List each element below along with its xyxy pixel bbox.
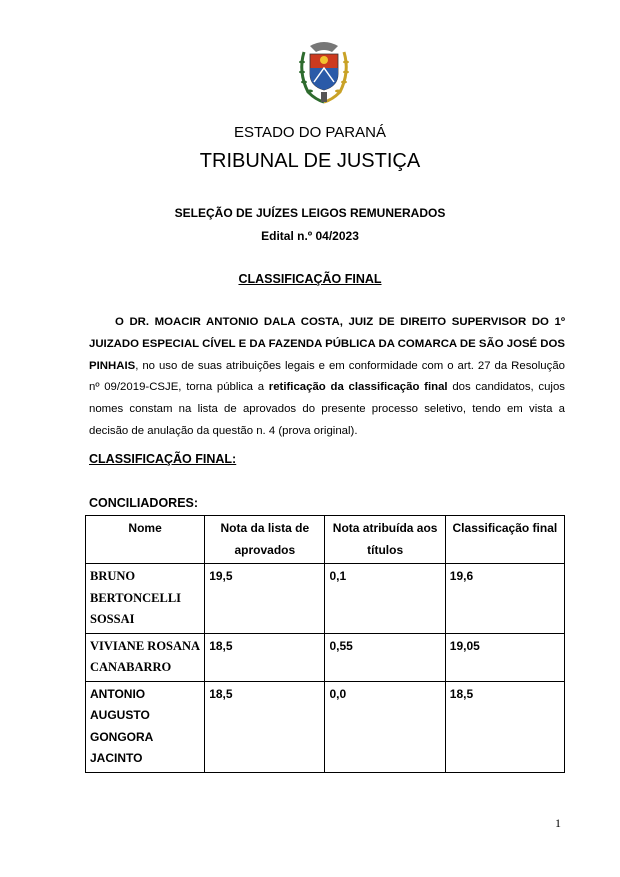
titles-score: 0,1	[325, 564, 445, 634]
selection-title: SELEÇÃO DE JUÍZES LEIGOS REMUNERADOS	[174, 206, 446, 220]
table-row	[86, 681, 565, 772]
approved-score: 18,5	[205, 633, 325, 681]
column-header-approved: Nota da lista de aprovados	[205, 516, 325, 564]
table-header-row	[86, 516, 565, 564]
titles-score: 0,55	[325, 633, 445, 681]
candidate-name: ANTONIO AUGUSTO GONGORA JACINTO	[86, 681, 205, 772]
candidate-name: BRUNO BERTONCELLI SOSSAI	[86, 564, 205, 634]
table-row	[86, 564, 565, 634]
edital-number: Edital n.º 04/2023	[261, 229, 359, 243]
judge-designation: O DR. MOACIR ANTONIO DALA COSTA, JUIZ DE DIREITO SUPERVISOR DO 1º JUIZADO ESPECIAL CÍVEL E DA FAZENDA PÚBLICA DA COMARCA DE SÃO JOSÉ DOS PINHAIS	[89, 316, 565, 372]
classification-heading: CLASSIFICAÇÃO FINAL:	[89, 452, 237, 466]
paragraph-text-1: , no uso de suas atribuições legais e em conformidade com o art. 27 da Resolução nº 09/2019-CSJE, torna pública a	[89, 359, 565, 394]
classification-title: CLASSIFICAÇÃO FINAL	[238, 272, 382, 286]
parana-coat-of-arms-icon	[296, 38, 352, 106]
paragraph-text-2: dos candidatos, cujos nomes constam na lista de aprovados do presente processo seletivo, tendo em vista a decisão de anulação da questão n. 4 (prova original).	[89, 381, 565, 437]
column-header-final: Classificação final	[445, 516, 564, 564]
titles-score: 0,0	[325, 681, 445, 772]
announcement-paragraph	[89, 312, 565, 443]
final-score: 19,05	[445, 633, 564, 681]
column-header-name: Nome	[86, 516, 205, 564]
court-name: TRIBUNAL DE JUSTIÇA	[199, 150, 421, 172]
page-number: 1	[555, 816, 561, 830]
rectification-phrase: retificação da classificação final	[268, 381, 448, 394]
final-score: 18,5	[445, 681, 564, 772]
approved-score: 19,5	[205, 564, 325, 634]
approved-score: 18,5	[205, 681, 325, 772]
candidate-name: VIVIANE ROSANA CANABARRO	[86, 633, 205, 681]
conciliators-heading: CONCILIADORES:	[89, 496, 199, 510]
classification-table	[85, 515, 565, 773]
state-name: ESTADO DO PARANÁ	[234, 124, 386, 141]
final-score: 19,6	[445, 564, 564, 634]
table-row	[86, 633, 565, 681]
column-header-titles: Nota atribuída aos títulos	[325, 516, 445, 564]
